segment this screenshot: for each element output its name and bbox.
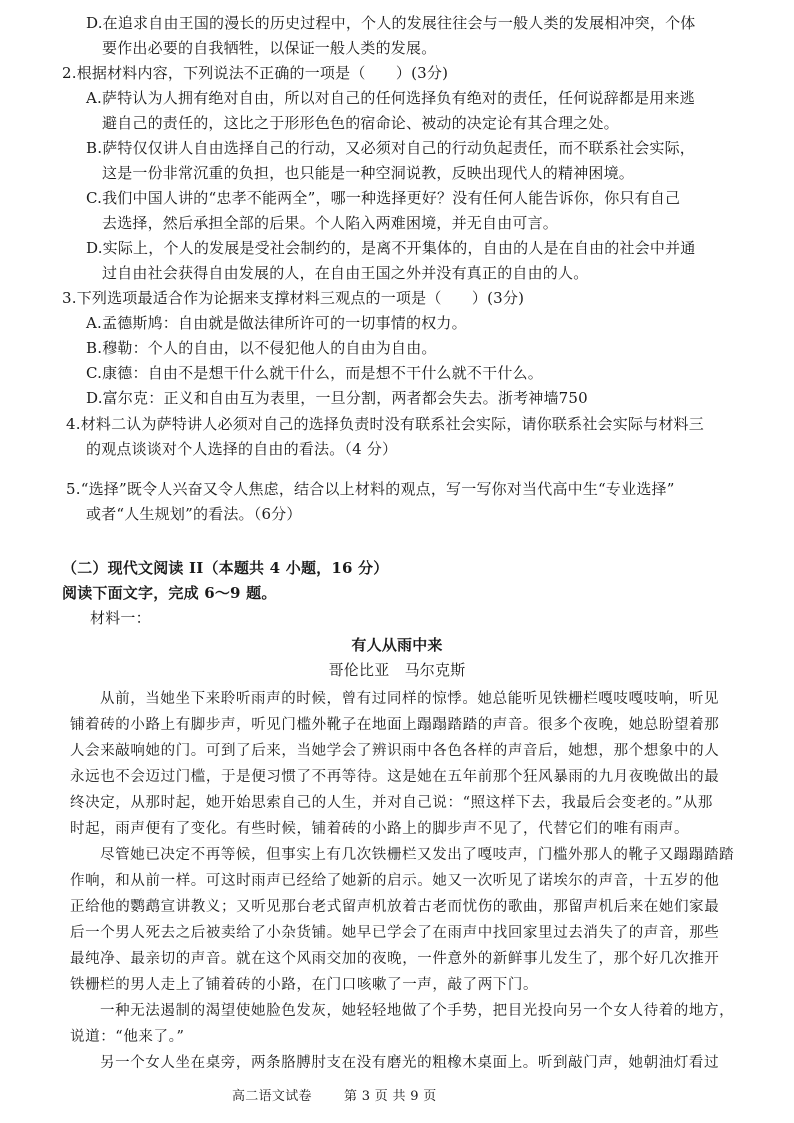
- section-heading: （二）现代文阅读 II（本题共 4 小题，16 分）: [62, 559, 389, 577]
- article-line: 铺着砖的小路上有脚步声，听见门槛外靴子在地面上蹋蹋踏踏的声音。很多个夜晚，她总盼望着那: [70, 717, 720, 733]
- q4-line2: 的观点谈谈对个人选择的自由的看法。（4 分）: [86, 440, 398, 458]
- article-line: 铁栅栏的男人走上了铺着砖的小路，在门口咳嗽了一声，敲了两下门。: [70, 977, 539, 993]
- q2-option-c-line1: C.我们中国人讲的“忠孝不能两全”，哪一种选择更好？没有任何人能告诉你，你只有自己: [86, 189, 681, 207]
- q3-option-a: A.孟德斯鸠：自由就是做法律所许可的一切事情的权力。: [86, 314, 467, 332]
- article-line: 尽管她已决定不再等候，但事实上有几次铁栅栏又发出了嘎吱声，门槛外那人的靴子又蹋蹋踏踏: [100, 847, 735, 863]
- article-line: 作响，和从前一样。可这时雨声已经给了她新的启示。她又一次听见了诺埃尔的声音，十五岁的他: [70, 873, 720, 889]
- q2-stem: 2.根据材料内容，下列说法不正确的一项是（ ）(3分): [62, 64, 449, 82]
- q5-line1: 5.“选择”既令人兴奋又令人焦虑，结合以上材料的观点，写一写你对当代高中生“专业选择”: [66, 480, 675, 498]
- article-line: 后一个男人死去之后被卖给了小杂货铺。她早已学会了在雨声中找回家里过去消失了的声音，那些: [70, 925, 720, 941]
- material-label: 材料一：: [90, 609, 151, 627]
- q2-option-a-line2: 避自己的责任的，这比之于形形色色的宿命论、被动的决定论有其合理之处。: [102, 114, 619, 132]
- footer-subject: 高二语文试卷: [232, 1089, 312, 1104]
- q5-line2: 或者“人生规划”的看法。（6分）: [86, 505, 302, 523]
- article-title: 有人从雨中来: [351, 636, 443, 654]
- article-line: 从前，当她坐下来聆听雨声的时候，曾有过同样的惊悸。她总能听见铁栅栏嘎吱嘎吱响，听见: [100, 691, 720, 707]
- q2-option-c-line2: 去选择，然后承担全部的后果。个人陷入两难困境，并无自由可言。: [102, 214, 559, 232]
- q2-option-b-line1: B.萨特仅仅讲人自由选择自己的行动，又必须对自己的行动负起责任，而不联系社会实际，: [86, 139, 695, 157]
- q2-option-b-line2: 这是一份非常沉重的负担，也只能是一种空洞说教，反映出现代人的精神困境。: [102, 164, 635, 182]
- q3-stem: 3.下列选项最适合作为论据来支撑材料三观点的一项是（ ）(3分): [62, 289, 525, 307]
- footer-page-info: 第 3 页 共 9 页: [344, 1089, 437, 1104]
- article-line: 正给他的鹦鹉宣讲教义；又听见那台老式留声机放着古老而忧伤的歌曲，那留声机后来在她们家最: [70, 899, 720, 915]
- article-line: 人会来敲响她的门。可到了后来，当她学会了辨识雨中各色各样的声音后，她想，那个想象中的人: [70, 743, 720, 759]
- article-line: 时起，雨声便有了变化。有些时候，铺着砖的小路上的脚步声不见了，代替它们的唯有雨声。: [70, 821, 690, 837]
- q3-option-c: C.康德：自由不是想干什么就干什么，而是想不干什么就不干什么。: [86, 364, 543, 382]
- article-line: 永远也不会迈过门槛，于是便习惯了不再等待。这是她在五年前那个狂风暴雨的九月夜晚做出的最: [70, 769, 720, 785]
- section-instruction: 阅读下面文字，完成 6～9 题。: [62, 584, 277, 602]
- article-line: 最纯净、最亲切的声音。就在这个风雨交加的夜晚，一件意外的新鲜事儿发生了，那个好几次推开: [70, 951, 720, 967]
- q3-option-d: D.富尔克：正义和自由互为表里，一旦分割，两者都会失去。浙考神墙750: [86, 389, 588, 407]
- q4-line1: 4.材料二认为萨特讲人必须对自己的选择负责时没有联系社会实际，请你联系社会实际与材料三: [66, 415, 704, 433]
- article-line: 一种无法遏制的渴望使她脸色发灰，她轻轻地做了个手势，把目光投向另一个女人待着的地方，: [100, 1003, 735, 1019]
- q2-option-a-line1: A.萨特认为人拥有绝对自由，所以对自己的任何选择负有绝对的责任，任何说辞都是用来逃: [86, 89, 695, 107]
- q2-option-d-line1: D.实际上，个人的发展是受社会制约的，是离不开集体的，自由的人是在自由的社会中并通: [86, 239, 696, 257]
- q1-option-d-line1: D.在追求自由王国的漫长的历史过程中，个人的发展往往会与一般人类的发展相冲突，个体: [86, 14, 696, 32]
- article-line: 终决定，从那时起，她开始思索自己的人生，并对自己说：“照这样下去，我最后会变老的。”从那: [70, 795, 713, 811]
- article-line: 说道：“他来了。”: [70, 1029, 185, 1045]
- q1-option-d-line2: 要作出必要的自我牺牲，以保证一般人类的发展。: [102, 39, 437, 57]
- q2-option-d-line2: 过自由社会获得自由发展的人，在自由王国之外并没有真正的自由的人。: [102, 264, 589, 282]
- article-author: 哥伦比亚 马尔克斯: [328, 661, 466, 679]
- article-line: 另一个女人坐在桌旁，两条胳膊肘支在没有磨光的粗橡木桌面上。听到敲门声，她朝油灯看过: [100, 1055, 720, 1071]
- q3-option-b: B.穆勒：个人的自由，以不侵犯他人的自由为自由。: [86, 339, 437, 357]
